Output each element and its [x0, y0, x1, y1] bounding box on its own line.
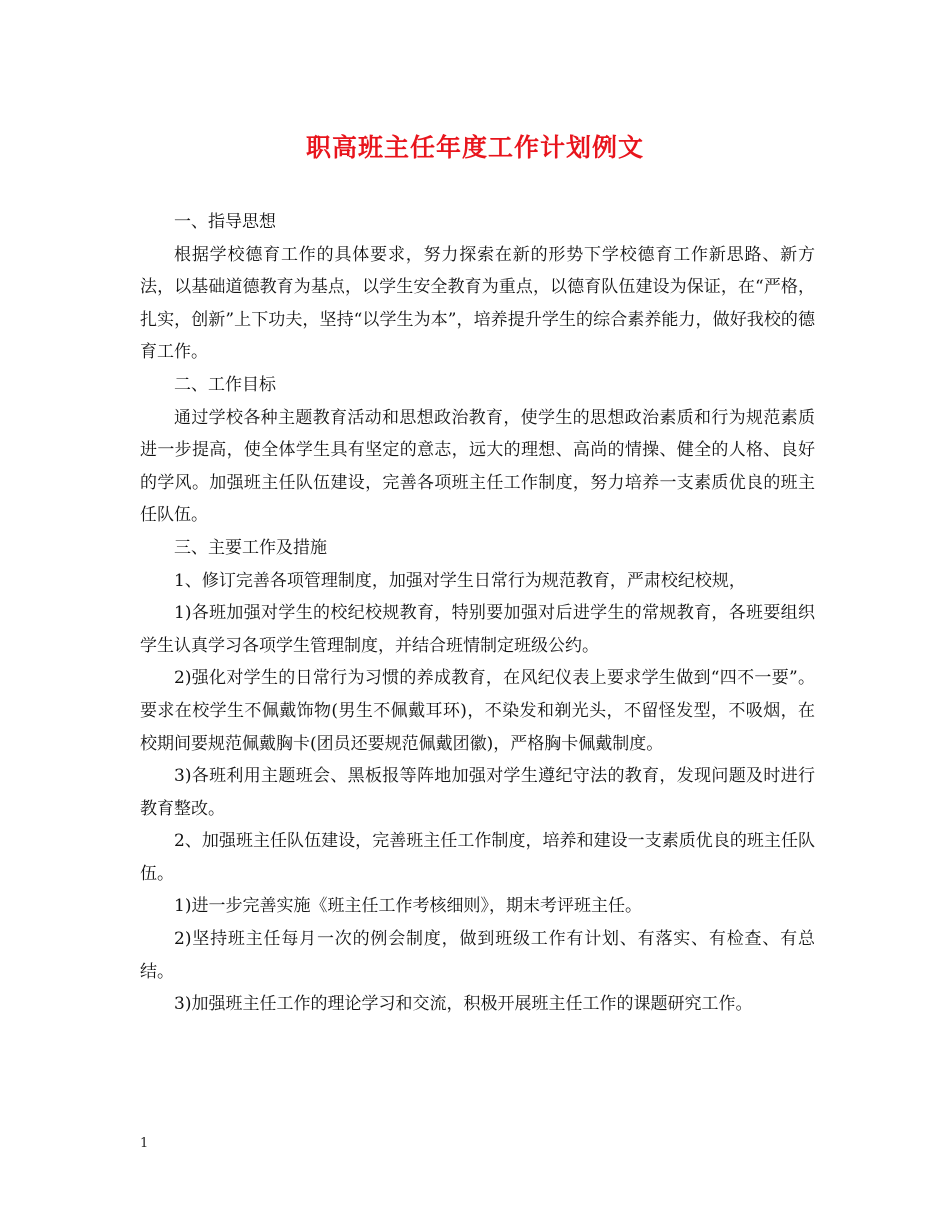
paragraph: 1)进一步完善实施《班主任工作考核细则》，期末考评班主任。 — [174, 896, 642, 917]
paragraph: 2)强化对学生的日常行为习惯的养成教育，在风纪仪表上要求学生做到“四不一要”。要求在校学生不佩戴饰物(男生不佩戴耳环)，不染发和剃光头，不留怪发型，不吸烟，在校期间要规范佩戴胸卡(团员还要规范佩戴团徽)，严格胸卡佩戴制度。 — [140, 668, 815, 754]
paragraph: 2、加强班主任队伍建设，完善班主任工作制度，培养和建设一支素质优良的班主任队伍。 — [140, 831, 815, 884]
heading-main-work: 三、主要工作及措施 — [174, 537, 327, 558]
heading-work-goals: 二、工作目标 — [174, 374, 276, 395]
paragraph: 通过学校各种主题教育活动和思想政治教育，使学生的思想政治素质和行为规范素质进一步提高，使全体学生具有坚定的意志，远大的理想、高尚的情操、健全的人格、良好的学风。加强班主任队伍建设，完善各项班主任工作制度，努力培养一支素质优良的班主任队伍。 — [140, 407, 815, 526]
paragraph: 3)各班利用主题班会、黑板报等阵地加强对学生遵纪守法的教育，发现问题及时进行教育整改。 — [140, 766, 815, 819]
paragraph: 3)加强班主任工作的理论学习和交流，积极开展班主任工作的课题研究工作。 — [174, 994, 753, 1015]
paragraph: 2)坚持班主任每月一次的例会制度，做到班级工作有计划、有落实、有检查、有总结。 — [140, 929, 815, 982]
paragraph: 1)各班加强对学生的校纪校规教育，特别要加强对后进学生的常规教育，各班要组织学生认真学习各项学生管理制度，并结合班情制定班级公约。 — [140, 603, 815, 656]
page-title: 职高班主任年度工作计划例文 — [305, 133, 644, 162]
heading-guiding-ideology: 一、指导思想 — [174, 212, 276, 232]
document-body — [140, 206, 815, 1021]
page-number: 1 — [140, 1136, 149, 1151]
paragraph: 根据学校德育工作的具体要求，努力探索在新的形势下学校德育工作新思路、新方法，以基础道德教育为基点，以学生安全教育为重点，以德育队伍建设为保证，在“严格，扎实，创新”上下功夫，坚持“以学生为本”，培养提升学生的综合素养能力，做好我校的德育工作。 — [140, 244, 815, 363]
paragraph: 1、修订完善各项管理制度，加强对学生日常行为规范教育，严肃校纪校规， — [174, 570, 746, 591]
